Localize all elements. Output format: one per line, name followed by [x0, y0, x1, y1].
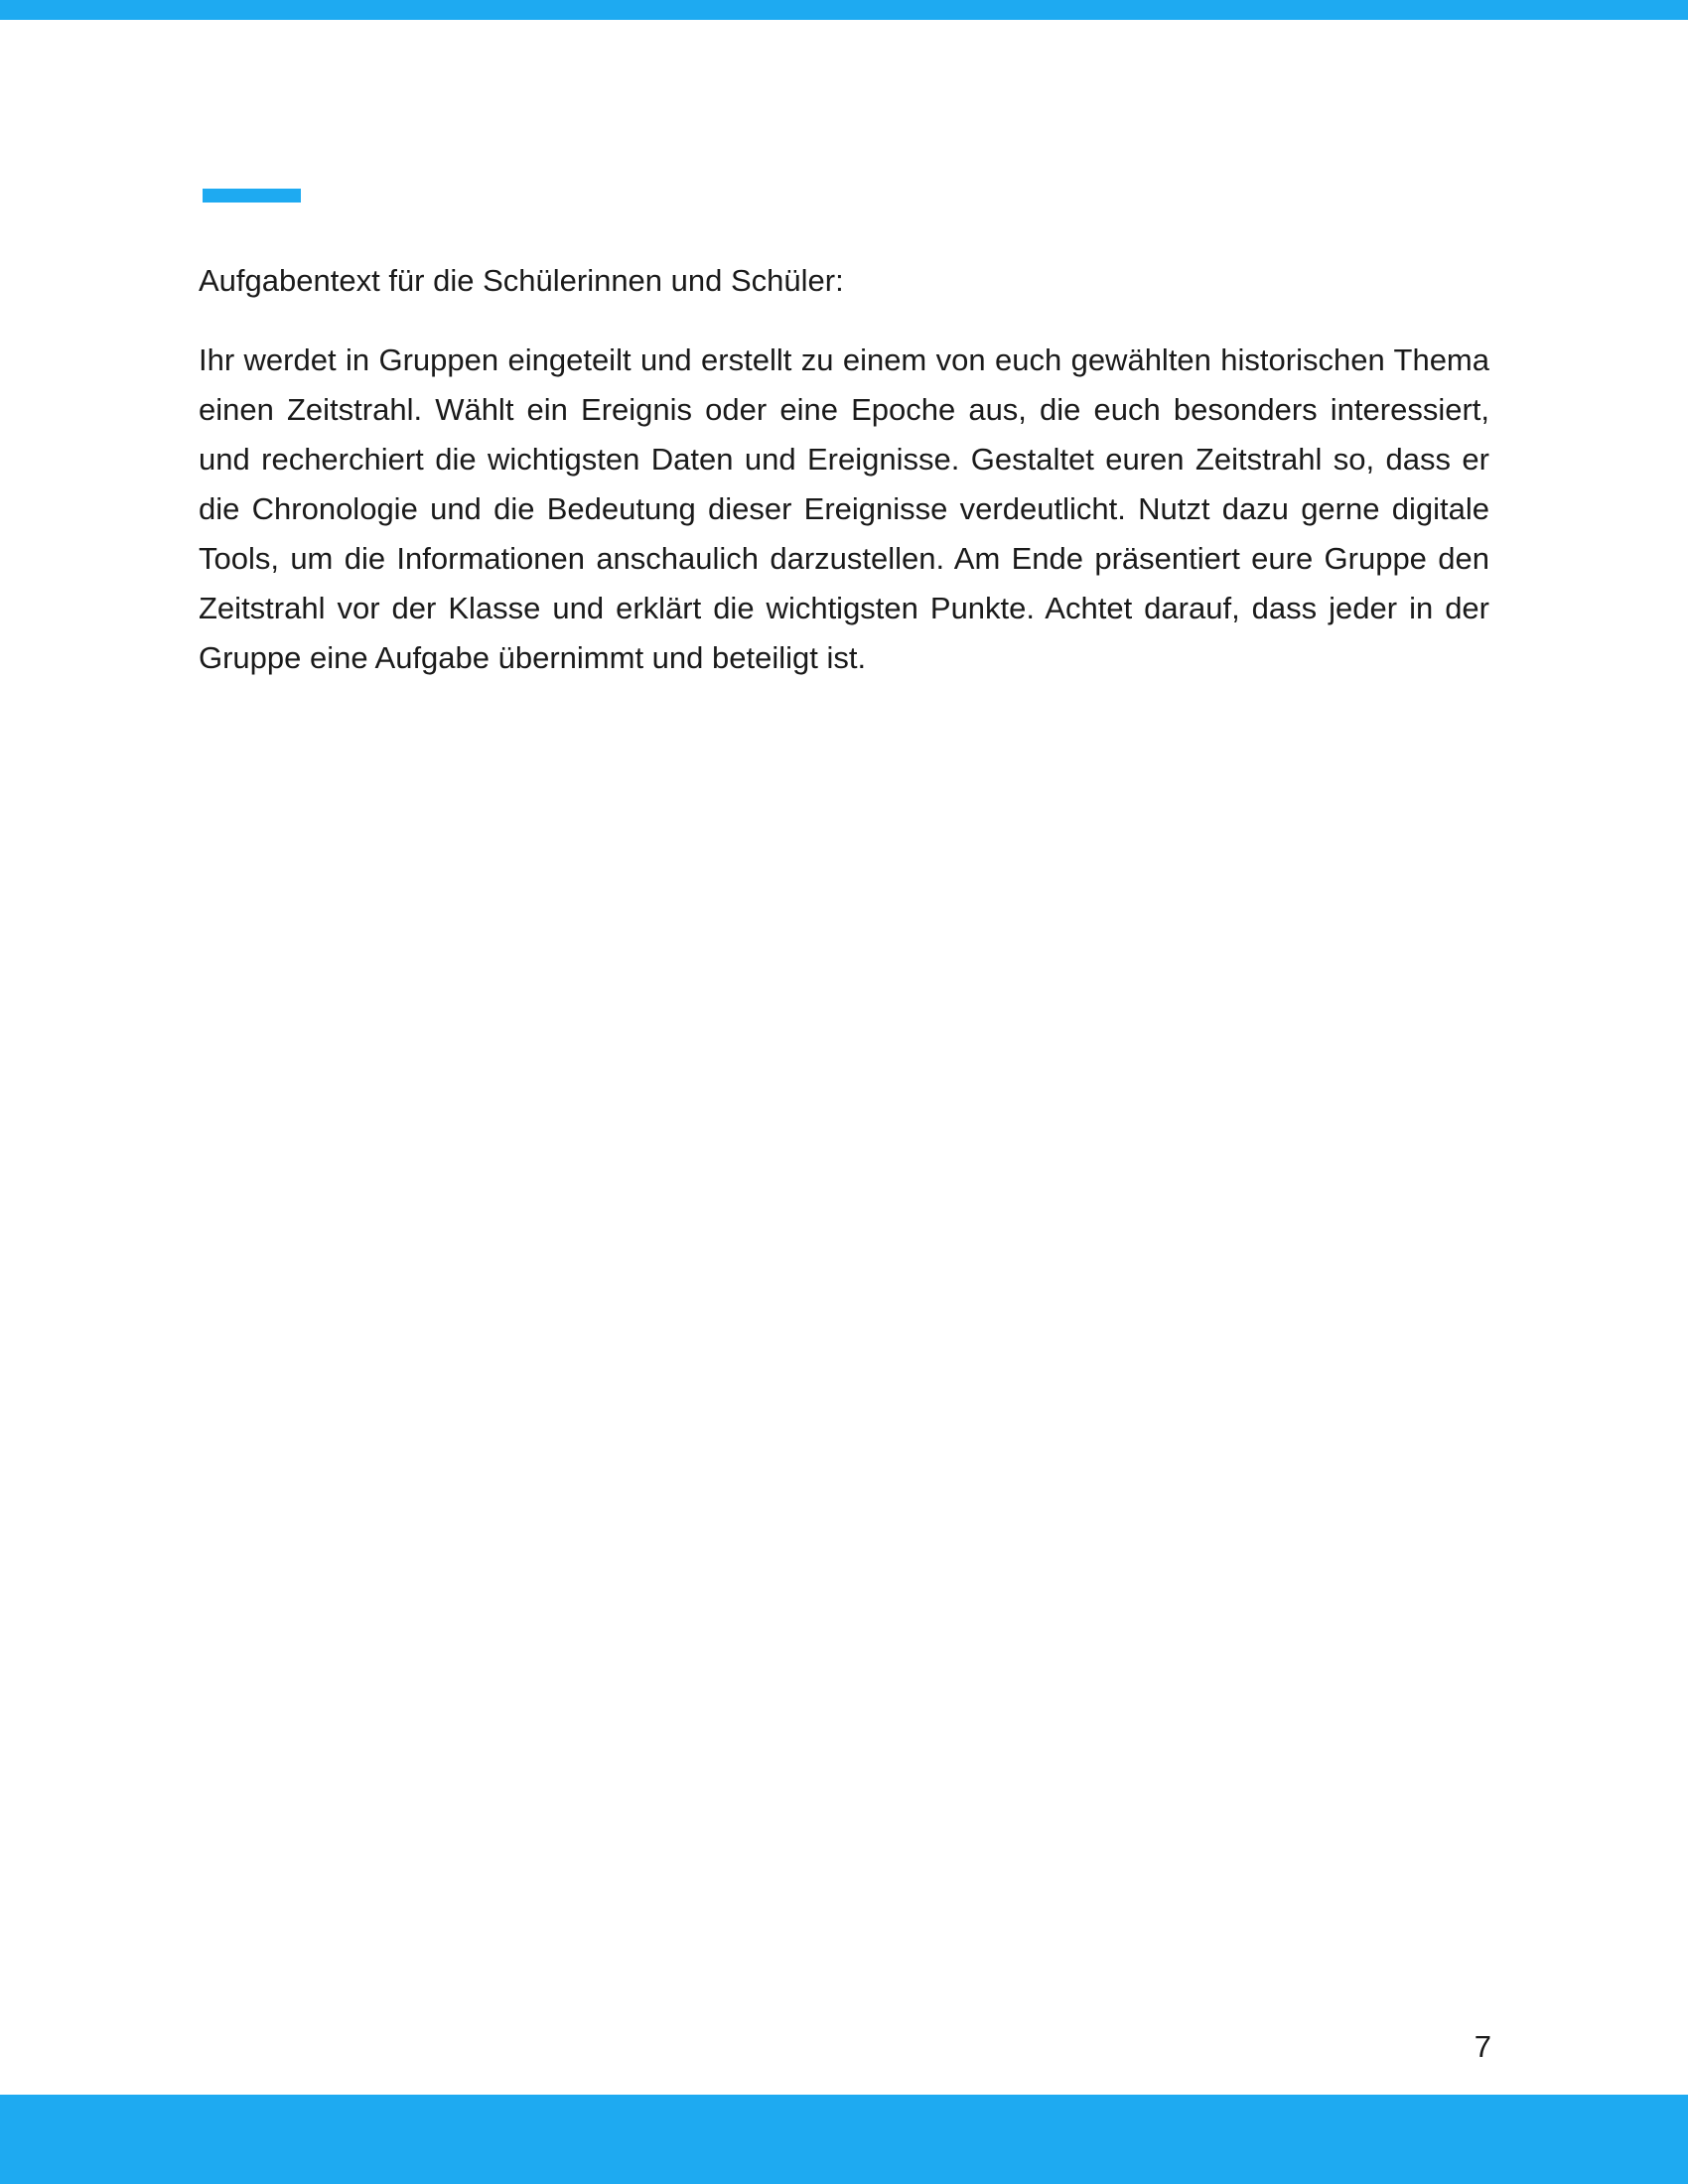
intro-line: Aufgabentext für die Schülerinnen und Schüler:: [199, 263, 844, 298]
bottom-accent-bar: [0, 2095, 1688, 2184]
assignment-text: Ihr werdet in Gruppen eingeteilt und erstellt zu einem von euch gewählten historischen Thema einen Zeitstrahl. Wählt ein Ereignis oder eine Epoche aus, die euch besonders interessiert, und recherchiert die wichtigsten Daten und Ereignisse. Gestaltet euren Zeitstrahl so, dass er die Chronologie und die Bedeutung dieser Ereignisse verdeutlicht. Nutzt dazu gerne digitale Tools, um die Informationen anschaulich darzustellen. Am Ende präsentiert eure Gruppe den Zeitstrahl vor der Klasse und erklärt die wichtigsten Punkte. Achtet darauf, dass jeder in der Gruppe eine Aufgabe übernimmt und beteiligt ist.: [199, 342, 1489, 675]
top-accent-bar: [0, 0, 1688, 20]
page-number: 7: [1474, 2029, 1491, 2064]
document-content: [199, 256, 1489, 683]
section-accent-mark: [203, 189, 301, 203]
